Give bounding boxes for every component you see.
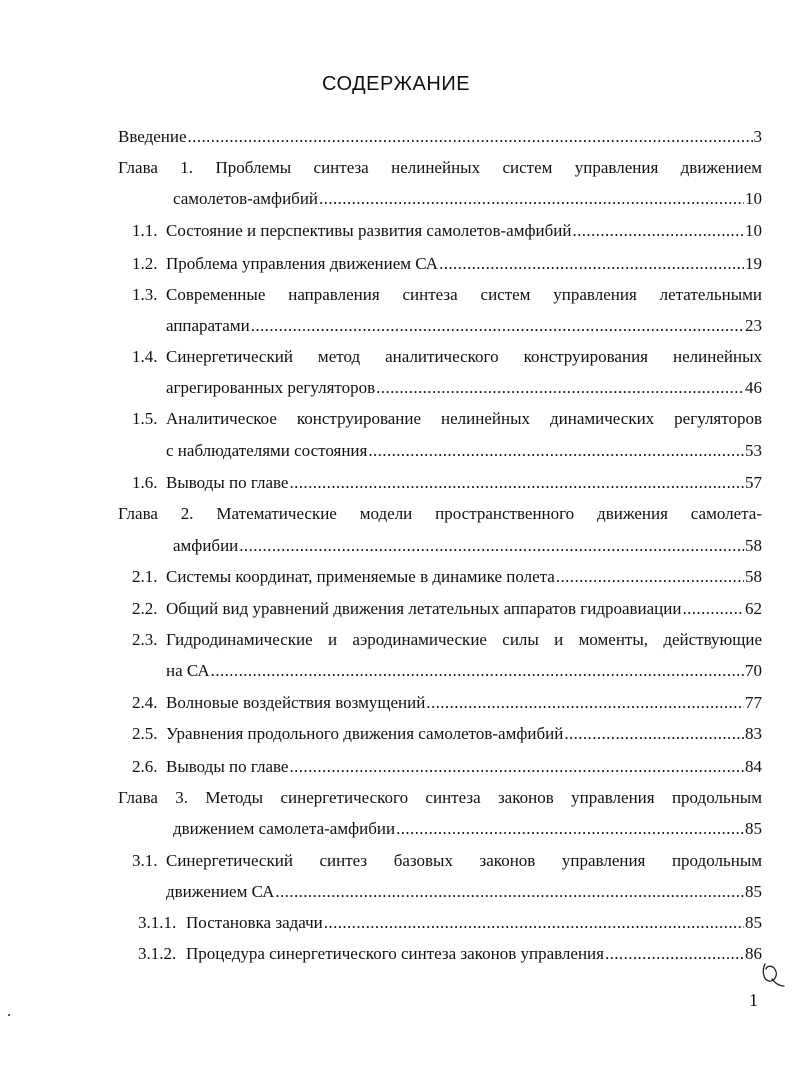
toc-label: агрегированных регуляторов (166, 378, 376, 397)
toc-number: 2.3. (132, 630, 158, 649)
toc-entry-1-2 (166, 253, 762, 275)
toc-number: 3.1.2. (138, 944, 177, 963)
toc-label: Выводы по главе (166, 473, 289, 492)
toc-number: 1.2. (132, 254, 158, 273)
toc-label: аппаратами (166, 316, 250, 335)
toc-number: 3.1. (132, 851, 158, 870)
toc-entry-2-6 (166, 756, 762, 778)
dot-leader (572, 220, 744, 242)
toc-page: 70 (745, 661, 762, 680)
toc-entry-1-1 (166, 220, 762, 242)
toc-label: с наблюдателями состояния (166, 441, 368, 460)
toc-page: 86 (745, 944, 762, 963)
toc-entry-2-4 (166, 692, 762, 714)
toc-entry-1-3 (166, 315, 762, 337)
toc-label: Уравнения продольного движения самолетов-амфибий (166, 724, 564, 743)
toc-entry-1-5-line1: Аналитическое конструирование нелинейных динамических регуляторов (166, 409, 762, 428)
handwritten-mark (760, 960, 786, 990)
toc-label: Волновые воздействия возмущений (166, 693, 426, 712)
toc-label: Процедура синергетического синтеза законов управления (186, 944, 604, 963)
page-number: 1 (749, 990, 758, 1010)
dot-leader (376, 377, 744, 399)
toc-number: 2.4. (132, 693, 158, 712)
toc-entry-1-5 (166, 440, 762, 462)
dot-leader (605, 943, 744, 965)
toc-entry-2-2 (166, 598, 762, 620)
dot-leader (289, 756, 744, 778)
toc-entry-1-6 (166, 472, 762, 494)
toc-number: 2.1. (132, 567, 158, 586)
dot-leader (396, 818, 744, 840)
toc-chapter-3-line1: Глава 3. Методы синергетического синтеза законов управления продольным (118, 788, 762, 807)
dot-leader (426, 692, 744, 714)
toc-number: 1.1. (132, 221, 158, 240)
toc-label: движением СА (166, 882, 275, 901)
toc-entry-1-3-line1: Современные направления синтеза систем управления летательными (166, 285, 762, 304)
toc-label: амфибии (173, 536, 239, 555)
toc-label: Введение (118, 127, 187, 146)
dot-leader (564, 723, 744, 745)
toc-page: 58 (745, 567, 762, 586)
dot-leader (682, 598, 744, 620)
toc-entry-3-1-2 (186, 943, 762, 965)
toc-page: 85 (745, 882, 762, 901)
toc-page: 77 (745, 693, 762, 712)
toc-entry-3-1 (166, 881, 762, 903)
toc-number: 3.1.1. (138, 913, 177, 932)
toc-number: 2.2. (132, 599, 158, 618)
toc-number: 1.3. (132, 285, 158, 304)
toc-page: 85 (745, 819, 762, 838)
dot-leader (556, 566, 744, 588)
dot-leader (289, 472, 744, 494)
toc-label: самолетов-амфибий (173, 189, 319, 208)
toc-chapter-1-line1: Глава 1. Проблемы синтеза нелинейных систем управления движением (118, 158, 762, 177)
toc-entry-3-1-line1: Синергетический синтез базовых законов управления продольным (166, 851, 762, 870)
toc-page: 10 (745, 221, 762, 240)
toc-page: 84 (745, 757, 762, 776)
dot-leader (324, 912, 744, 934)
toc-entry-2-3 (166, 660, 762, 682)
toc-page: 19 (745, 254, 762, 273)
toc-page: 58 (745, 536, 762, 555)
toc-entry-2-1 (166, 566, 762, 588)
toc-label: Проблема управления движением СА (166, 254, 439, 273)
dot-leader (239, 535, 744, 557)
toc-entry-2-5 (166, 723, 762, 745)
toc-label: Системы координат, применяемые в динамике полета (166, 567, 555, 586)
toc-label: движением самолета-амфибии (173, 819, 396, 838)
dot-leader (275, 881, 744, 903)
toc-page: 23 (745, 316, 762, 335)
toc-entry-chapter-2 (173, 535, 762, 557)
toc-page: 53 (745, 441, 762, 460)
page-title: СОДЕРЖАНИЕ (321, 73, 471, 95)
toc-label: Выводы по главе (166, 757, 289, 776)
toc-page: 62 (745, 599, 762, 618)
toc-entry-2-3-line1: Гидродинамические и аэродинамические силы и моменты, действующие (166, 630, 762, 649)
toc-label: Общий вид уравнений движения летательных аппаратов гидроавиации (166, 599, 682, 618)
toc-entry-chapter-1 (173, 188, 762, 210)
toc-page: 46 (745, 378, 762, 397)
toc-chapter-2-line1: Глава 2. Математические модели пространственного движения самолета- (118, 504, 762, 523)
toc-page: 85 (745, 913, 762, 932)
toc-label: Постановка задачи (186, 913, 323, 932)
toc-number: 1.6. (132, 473, 158, 492)
toc-page: 10 (745, 189, 762, 208)
dot-leader (439, 253, 744, 275)
scan-speck (8, 1014, 10, 1016)
toc-entry-intro (118, 126, 762, 148)
toc-page: 83 (745, 724, 762, 743)
toc-number: 1.4. (132, 347, 158, 366)
toc-label: на СА (166, 661, 210, 680)
dot-leader (188, 126, 753, 148)
toc-page: 57 (745, 473, 762, 492)
toc-number: 2.6. (132, 757, 158, 776)
toc-entry-1-4-line1: Синергетический метод аналитического конструирования нелинейных (166, 347, 762, 366)
toc-number: 1.5. (132, 409, 158, 428)
toc-entry-1-4 (166, 377, 762, 399)
toc-entry-chapter-3 (173, 818, 762, 840)
dot-leader (251, 315, 744, 337)
toc-number: 2.5. (132, 724, 158, 743)
dot-leader (211, 660, 744, 682)
dot-leader (319, 188, 744, 210)
toc-label: Состояние и перспективы развития самолетов-амфибий (166, 221, 572, 240)
toc-entry-3-1-1 (186, 912, 762, 934)
toc-page: 3 (753, 127, 762, 146)
dot-leader (368, 440, 744, 462)
